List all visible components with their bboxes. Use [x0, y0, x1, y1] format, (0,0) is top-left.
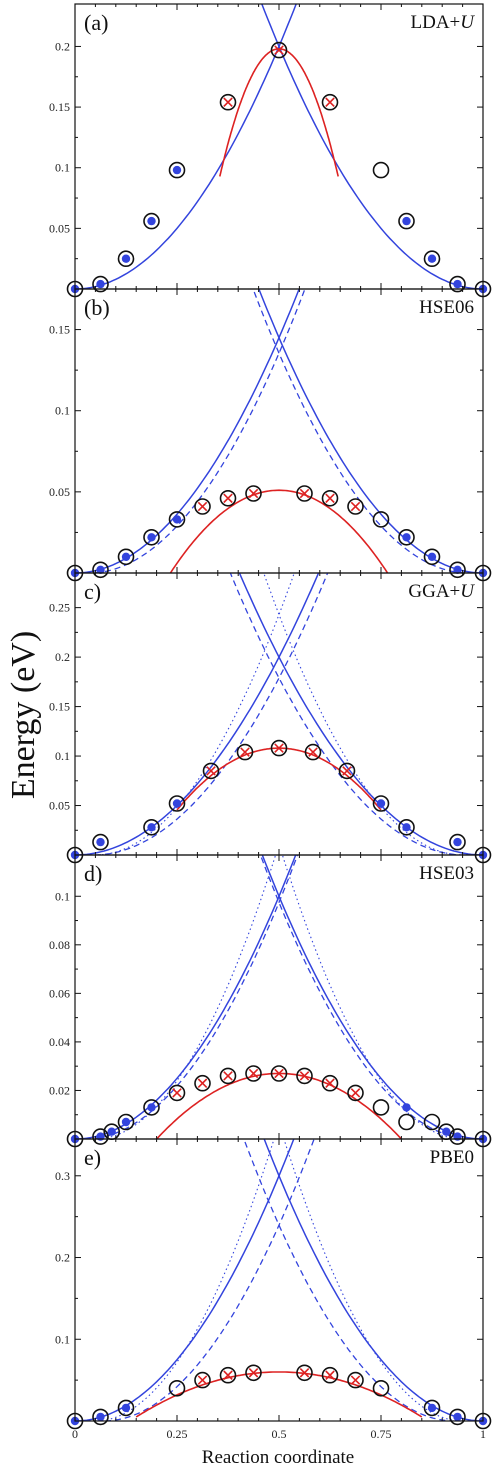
blue-dot-marker	[402, 217, 410, 225]
y-tick-label: 0.05	[49, 221, 70, 236]
curves-3	[75, 0, 483, 855]
red-cross-marker	[198, 1376, 206, 1384]
red-cross-marker	[224, 98, 232, 106]
panel-letter: d)	[84, 861, 103, 886]
red-cross-marker	[224, 1072, 232, 1080]
red-cross-marker	[351, 1089, 359, 1097]
panel-2	[49, 0, 491, 633]
y-tick-label: 0.2	[55, 650, 70, 665]
left-dashed-curve	[75, 505, 483, 1421]
y-axis-title: Energy (eV)	[5, 630, 42, 800]
blue-dot-marker	[122, 1118, 130, 1126]
panel-frame	[75, 289, 483, 573]
y-tick-label: 0.04	[49, 1034, 70, 1049]
blue-dot-marker	[96, 280, 104, 288]
y-tick-label: 0.15	[49, 322, 70, 337]
y-tick-label: 0.05	[49, 484, 70, 499]
right-dashed-curve	[75, 75, 483, 855]
open-circle-marker	[170, 1381, 185, 1396]
y-tick-label: 0.06	[49, 986, 70, 1001]
x-tick-label: 1	[480, 1427, 486, 1441]
x-tick-label: 0.25	[166, 1427, 188, 1441]
y-tick-label: 0.08	[49, 937, 70, 952]
panel-method-label: HSE03	[419, 863, 474, 884]
y-tick-label: 0.15	[49, 100, 70, 115]
red-cross-marker	[351, 1376, 359, 1384]
blue-dot-marker	[147, 533, 155, 541]
right-dotted-curve	[75, 0, 483, 855]
blue-dot-marker	[122, 1404, 130, 1412]
y-tick-label: 0.1	[55, 403, 70, 418]
blue-dot-marker	[96, 838, 104, 846]
y-tick-label: 0.1	[55, 749, 70, 764]
left-diabatic-curve	[75, 63, 483, 855]
x-tick-labels	[72, 1427, 486, 1441]
left-dashed-curve	[75, 75, 483, 855]
panel-5	[55, 93, 491, 1428]
y-tick-label: 0.05	[49, 798, 70, 813]
red-cross-marker	[351, 502, 359, 510]
blue-dot-marker	[108, 1128, 116, 1136]
blue-dot-marker	[428, 255, 436, 263]
panel-method-label: GGA+U	[408, 581, 474, 602]
blue-dot-marker	[453, 1413, 461, 1421]
open-circle-marker	[374, 1381, 389, 1396]
blue-dot-marker	[147, 1103, 155, 1111]
blue-dot-marker	[377, 799, 385, 807]
markers-3	[68, 741, 491, 863]
blue-dot-marker	[96, 1413, 104, 1421]
red-cross-marker	[173, 1089, 181, 1097]
blue-dot-marker	[453, 838, 461, 846]
blue-dot-marker	[147, 823, 155, 831]
blue-dot-marker	[442, 1128, 450, 1136]
panel-letter: (b)	[84, 295, 110, 320]
red-cross-marker	[198, 1079, 206, 1087]
blue-dot-marker	[147, 217, 155, 225]
markers-1	[68, 43, 491, 297]
blue-dot-marker	[402, 533, 410, 541]
x-tick-label: 0.5	[271, 1427, 287, 1441]
right-diabatic-curve	[75, 63, 483, 855]
y-tick-label: 0.1	[55, 889, 70, 904]
y-tick-label: 0.2	[55, 1250, 70, 1265]
blue-dot-marker	[402, 823, 410, 831]
red-cross-marker	[326, 494, 334, 502]
y-tick-label: 0.25	[49, 600, 70, 615]
red-cross-marker	[224, 494, 232, 502]
left-dotted-curve	[75, 0, 483, 855]
x-tick-label: 0.75	[370, 1427, 392, 1441]
open-circle-marker	[399, 1115, 414, 1130]
y-tick-label: 0.02	[49, 1083, 70, 1098]
panel-letter: e)	[84, 1145, 102, 1170]
blue-dot-marker	[453, 280, 461, 288]
panel-1	[49, 0, 491, 297]
open-circle-marker	[374, 1100, 389, 1115]
x-tick-label: 0	[72, 1427, 78, 1441]
markers-2	[68, 486, 491, 581]
red-fit-curve	[136, 1372, 422, 1417]
blue-dot-marker	[173, 515, 181, 523]
right-dashed-curve	[75, 505, 483, 1421]
blue-dot-marker	[428, 553, 436, 561]
blue-dot-marker	[173, 799, 181, 807]
panel-letter: c)	[84, 579, 102, 604]
panel-3	[49, 0, 491, 862]
y-tick-label: 0.2	[55, 39, 70, 54]
red-fit-curve	[177, 748, 381, 810]
open-circle-marker	[374, 163, 389, 178]
y-tick-label: 0.1	[55, 1332, 70, 1347]
panel-method-label: HSE06	[419, 297, 474, 318]
open-circle-marker	[425, 1115, 440, 1130]
blue-dot-marker	[402, 1103, 410, 1111]
panel-method-label: PBE0	[429, 1147, 474, 1168]
y-tick-label: 0.1	[55, 160, 70, 175]
red-cross-marker	[326, 98, 334, 106]
panel-method-label: LDA+U	[410, 12, 474, 33]
panel-frame	[75, 573, 483, 855]
red-fit-curve	[220, 49, 338, 176]
blue-dot-marker	[122, 553, 130, 561]
x-axis-title: Reaction coordinate	[201, 1447, 355, 1468]
blue-dot-marker	[428, 1404, 436, 1412]
red-cross-marker	[198, 502, 206, 510]
blue-dot-marker	[122, 255, 130, 263]
blue-dot-marker	[173, 166, 181, 174]
y-tick-label: 0.3	[55, 1168, 70, 1183]
panels-group	[49, 0, 491, 1441]
y-tick-label: 0.15	[49, 699, 70, 714]
panel-letter: (a)	[84, 10, 109, 35]
panel-frame	[75, 1139, 483, 1421]
